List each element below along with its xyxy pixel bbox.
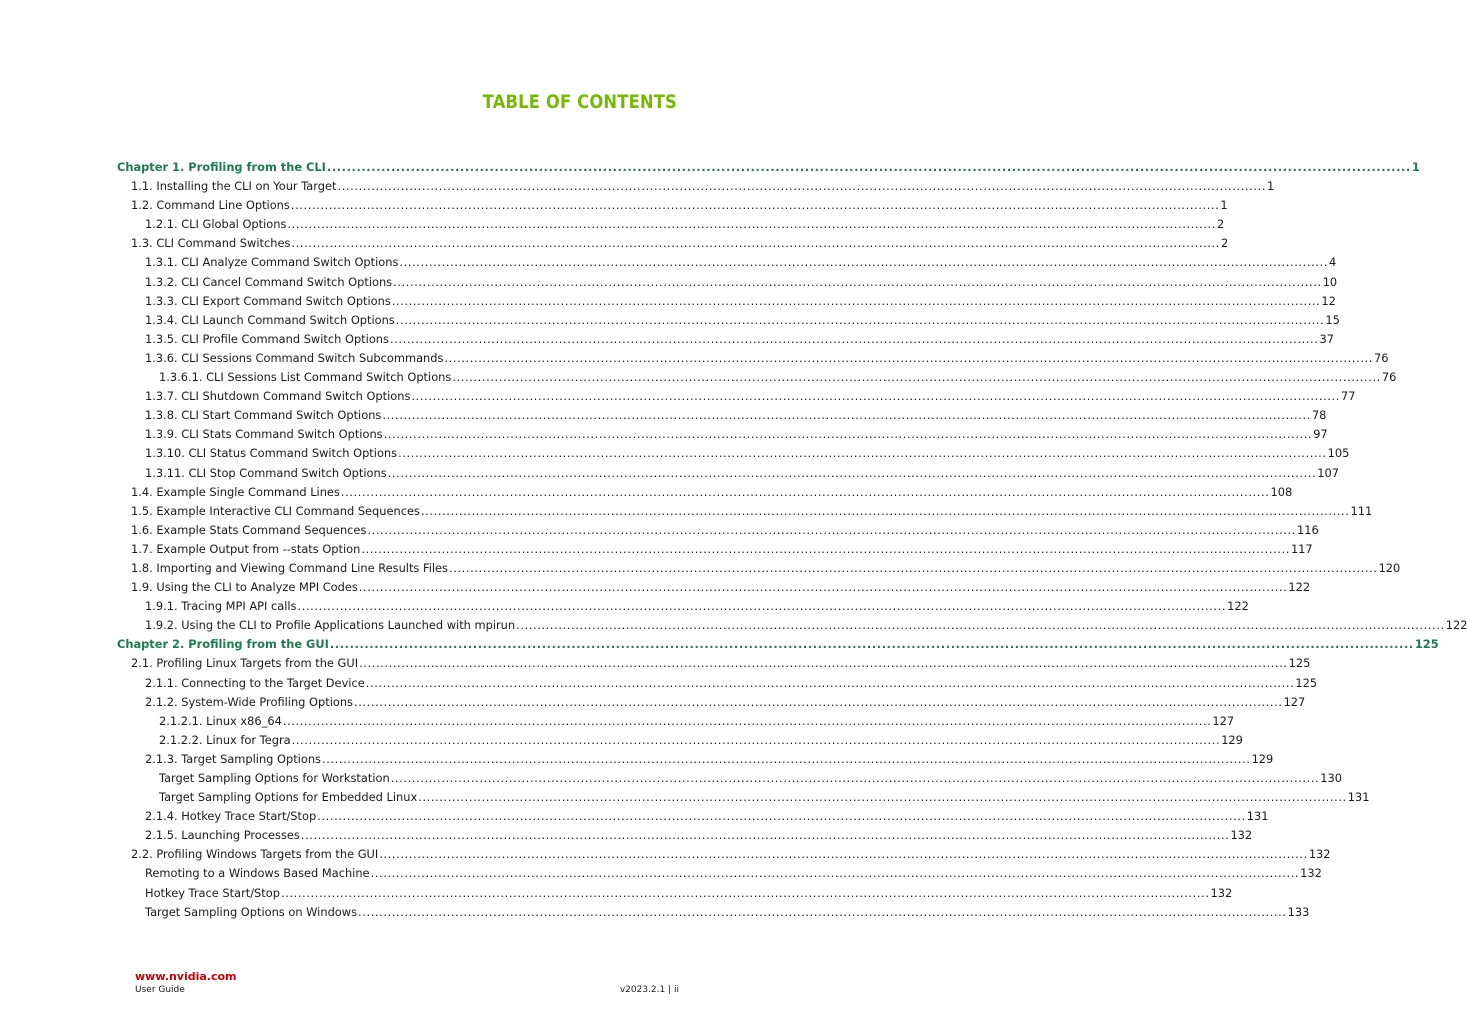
toc-entry-title: 1.9.2. Using the CLI to Profile Applications Launched with mpirun xyxy=(145,618,516,633)
toc-page-number: 37 xyxy=(1319,331,1335,346)
toc-dot-leader: ............................................................................................................................................................................................................................ xyxy=(383,427,1313,442)
toc-entry-title: 2.1.1. Connecting to the Target Device xyxy=(145,675,365,690)
toc-entry[interactable] xyxy=(117,732,1243,752)
toc-entry-title: 1.9. Using the CLI to Analyze MPI Codes xyxy=(131,580,358,595)
toc-entry-title: 1.7. Example Output from --stats Option xyxy=(131,541,361,556)
toc-entry[interactable] xyxy=(117,427,1328,446)
toc-page-number: 77 xyxy=(1340,389,1356,404)
toc-entry[interactable] xyxy=(117,713,1235,733)
toc-entry-title: 2.1.2.2. Linux for Tegra xyxy=(159,732,291,747)
toc-entry-title: 1.3.8. CLI Start Command Switch Options xyxy=(145,408,382,423)
toc-dot-leader: ............................................................................................................................................................................................................................ xyxy=(448,560,1378,575)
toc-dot-leader: ............................................................................................................................................................................................................................ xyxy=(329,637,1414,652)
toc-entry[interactable] xyxy=(117,293,1336,313)
toc-dot-leader: ............................................................................................................................................................................................................................ xyxy=(358,904,1287,919)
toc-dot-leader: ............................................................................................................................................................................................................................ xyxy=(290,198,1220,213)
toc-entry-title: 1.3.2. CLI Cancel Command Switch Options xyxy=(145,274,393,289)
toc-entry-title: Target Sampling Options for Embedded Linux xyxy=(159,790,418,805)
toc-dot-leader: ............................................................................................................................................................................................................................ xyxy=(337,179,1267,194)
toc-entry-title: 1.1. Installing the CLI on Your Target xyxy=(131,179,337,194)
toc-dot-leader: ............................................................................................................................................................................................................................ xyxy=(379,847,1308,862)
toc-entry-title: 1.3.6.1. CLI Sessions List Command Switch Options xyxy=(159,370,452,385)
toc-chapter-entry[interactable] xyxy=(117,637,1439,656)
toc-entry-title: 1.3. CLI Command Switches xyxy=(131,236,291,251)
toc-entry-title: 1.4. Example Single Command Lines xyxy=(131,484,340,499)
toc-entry[interactable] xyxy=(117,809,1269,828)
toc-entry[interactable] xyxy=(117,522,1319,542)
toc-entry[interactable] xyxy=(117,179,1275,198)
toc-entry[interactable] xyxy=(117,541,1313,561)
toc-entry[interactable] xyxy=(117,904,1310,924)
toc-entry[interactable] xyxy=(117,274,1338,294)
toc-page-number: 125 xyxy=(1414,637,1439,652)
toc-page-number: 116 xyxy=(1296,522,1319,537)
toc-dot-leader: ............................................................................................................................................................................................................................ xyxy=(291,236,1220,251)
toc-dot-leader: ............................................................................................................................................................................................................................ xyxy=(280,885,1210,900)
toc-entry[interactable] xyxy=(117,408,1327,427)
toc-dot-leader: ............................................................................................................................................................................................................................ xyxy=(361,541,1290,556)
toc-dot-leader: ............................................................................................................................................................................................................................ xyxy=(353,694,1283,709)
toc-entry-title: 1.2. Command Line Options xyxy=(131,198,290,213)
toc-chapter-entry[interactable] xyxy=(117,160,1420,179)
toc-entry[interactable] xyxy=(117,484,1293,504)
toc-dot-leader: ............................................................................................................................................................................................................................ xyxy=(340,484,1270,499)
toc-page-number: 125 xyxy=(1295,675,1318,690)
toc-page-number: 120 xyxy=(1378,560,1401,575)
toc-page-number: 1 xyxy=(1411,160,1420,174)
toc-entry[interactable] xyxy=(117,580,1311,599)
toc-dot-leader: ............................................................................................................................................................................................................................ xyxy=(297,599,1227,614)
toc-page-number: 132 xyxy=(1230,828,1253,843)
toc-entry-title: 2.1.2.1. Linux x86_64 xyxy=(159,713,282,728)
footer-version-page: v2023.2.1 | ii xyxy=(619,985,679,995)
footer-url-link[interactable]: www.nvidia.com xyxy=(135,970,237,983)
toc-page-number: 4 xyxy=(1328,255,1337,270)
toc-entry[interactable] xyxy=(117,866,1322,885)
toc-page-number: 129 xyxy=(1251,751,1274,766)
toc-entry-title: Chapter 1. Profiling from the CLI xyxy=(117,160,326,174)
toc-entry[interactable] xyxy=(117,446,1350,465)
toc-entry[interactable] xyxy=(117,389,1356,408)
toc-entry[interactable] xyxy=(117,217,1225,236)
toc-page-number: 122 xyxy=(1227,599,1249,614)
table-of-contents xyxy=(117,160,1467,924)
toc-entry-title: 2.1. Profiling Linux Targets from the GUI xyxy=(131,656,359,671)
toc-dot-leader: ............................................................................................................................................................................................................................ xyxy=(452,370,1381,385)
toc-dot-leader: ............................................................................................................................................................................................................................ xyxy=(387,465,1317,480)
toc-page-number: 108 xyxy=(1270,484,1293,499)
toc-entry-title: Chapter 2. Profiling from the GUI xyxy=(117,637,329,652)
toc-entry-title: 1.3.11. CLI Stop Command Switch Options xyxy=(145,465,387,480)
toc-page-number: 122 xyxy=(1288,580,1311,595)
toc-page-number: 78 xyxy=(1311,408,1327,423)
toc-entry-title: 1.3.9. CLI Stats Command Switch Options xyxy=(145,427,383,442)
toc-entry[interactable] xyxy=(117,847,1331,866)
toc-dot-leader: ............................................................................................................................................................................................................................ xyxy=(418,790,1347,805)
toc-entry-title: 1.2.1. CLI Global Options xyxy=(145,217,287,232)
toc-entry[interactable] xyxy=(117,255,1337,274)
toc-entry[interactable] xyxy=(117,656,1311,675)
toc-page-number: 122 xyxy=(1445,618,1467,633)
toc-entry-title: 1.3.3. CLI Export Command Switch Options xyxy=(145,293,391,308)
toc-entry-title: 2.1.2. System-Wide Profiling Options xyxy=(145,694,353,709)
toc-dot-leader: ............................................................................................................................................................................................................................ xyxy=(291,732,1221,747)
toc-dot-leader: ............................................................................................................................................................................................................................ xyxy=(365,675,1295,690)
toc-entry-title: 1.5. Example Interactive CLI Command Sequences xyxy=(131,503,420,518)
toc-entry[interactable] xyxy=(117,599,1249,618)
toc-dot-leader: ............................................................................................................................................................................................................................ xyxy=(393,274,1322,289)
toc-entry-title: 1.3.10. CLI Status Command Switch Options xyxy=(145,446,398,461)
toc-dot-leader: ............................................................................................................................................................................................................................ xyxy=(411,389,1340,404)
toc-page-number: 132 xyxy=(1300,866,1322,881)
toc-entry[interactable] xyxy=(117,236,1229,255)
toc-entry-title: Target Sampling Options for Workstation xyxy=(159,771,390,785)
toc-entry-title: 1.3.7. CLI Shutdown Command Switch Options xyxy=(145,389,411,404)
toc-entry[interactable] xyxy=(117,465,1339,485)
toc-entry-title: 2.1.5. Launching Processes xyxy=(145,828,300,843)
toc-entry[interactable] xyxy=(117,312,1340,332)
toc-page-number: 127 xyxy=(1212,713,1235,728)
toc-page-number: 105 xyxy=(1327,446,1350,461)
toc-dot-leader: ............................................................................................................................................................................................................................ xyxy=(391,293,1321,308)
toc-entry-title: Target Sampling Options on Windows xyxy=(145,904,358,919)
toc-entry-title: 1.9.1. Tracing MPI API calls xyxy=(145,599,297,614)
toc-page-number: 131 xyxy=(1246,809,1269,824)
toc-page-number: 2 xyxy=(1217,217,1225,232)
toc-entry[interactable] xyxy=(117,885,1233,905)
toc-page-number: 76 xyxy=(1374,350,1389,365)
toc-page-number: 125 xyxy=(1288,656,1311,671)
toc-entry[interactable] xyxy=(117,694,1306,714)
toc-dot-leader: ............................................................................................................................................................................................................................ xyxy=(287,217,1216,232)
toc-entry-title: Hotkey Trace Start/Stop xyxy=(145,885,280,900)
toc-dot-leader: ............................................................................................................................................................................................................................ xyxy=(317,809,1246,824)
toc-page-number: 2 xyxy=(1220,236,1229,251)
page-title: TABLE OF CONTENTS xyxy=(482,91,677,113)
toc-entry-title: 1.3.1. CLI Analyze Command Switch Options xyxy=(145,255,399,270)
toc-page-number: 127 xyxy=(1283,694,1306,709)
toc-dot-leader: ............................................................................................................................................................................................................................ xyxy=(399,255,1328,270)
toc-page-number: 117 xyxy=(1290,541,1313,556)
toc-entry-title: 2.1.3. Target Sampling Options xyxy=(145,751,321,766)
toc-entry[interactable] xyxy=(117,370,1397,389)
toc-page-number: 10 xyxy=(1322,274,1338,289)
toc-entry-title: 1.6. Example Stats Command Sequences xyxy=(131,522,367,537)
toc-page-number: 132 xyxy=(1308,847,1331,862)
toc-entry-title: 2.1.4. Hotkey Trace Start/Stop xyxy=(145,809,317,824)
toc-entry-title: 1.8. Importing and Viewing Command Line Results Files xyxy=(131,560,448,575)
toc-entry[interactable] xyxy=(117,618,1467,637)
toc-dot-leader: ............................................................................................................................................................................................................................ xyxy=(321,751,1251,766)
toc-page-number: 76 xyxy=(1381,370,1397,385)
toc-dot-leader: ............................................................................................................................................................................................................................ xyxy=(382,408,1311,423)
toc-page-number: 1 xyxy=(1220,198,1228,213)
toc-page-number: 131 xyxy=(1347,790,1370,805)
toc-page-number: 107 xyxy=(1317,465,1339,480)
toc-entry[interactable] xyxy=(117,828,1253,847)
toc-entry[interactable] xyxy=(117,350,1389,370)
toc-page-number: 130 xyxy=(1320,771,1343,785)
toc-dot-leader: ............................................................................................................................................................................................................................ xyxy=(398,446,1327,461)
toc-dot-leader: ............................................................................................................................................................................................................................ xyxy=(516,618,1445,633)
toc-dot-leader: ............................................................................................................................................................................................................................ xyxy=(420,503,1350,518)
toc-page-number: 129 xyxy=(1221,732,1243,747)
toc-page-number: 111 xyxy=(1350,503,1373,518)
toc-dot-leader: ............................................................................................................................................................................................................................ xyxy=(370,866,1300,881)
toc-dot-leader: ............................................................................................................................................................................................................................ xyxy=(395,312,1325,327)
toc-entry-title: 2.2. Profiling Windows Targets from the GUI xyxy=(131,847,379,862)
toc-page-number: 97 xyxy=(1313,427,1328,442)
toc-entry[interactable] xyxy=(117,560,1401,580)
toc-dot-leader: ............................................................................................................................................................................................................................ xyxy=(444,350,1374,365)
toc-page-number: 12 xyxy=(1321,293,1336,308)
toc-dot-leader: ............................................................................................................................................................................................................................ xyxy=(367,522,1296,537)
toc-dot-leader: ............................................................................................................................................................................................................................ xyxy=(389,331,1319,346)
toc-dot-leader: ............................................................................................................................................................................................................................ xyxy=(359,656,1288,671)
toc-entry-title: 1.3.6. CLI Sessions Command Switch Subcommands xyxy=(145,350,444,365)
toc-dot-leader: ............................................................................................................................................................................................................................ xyxy=(390,771,1320,785)
footer-document-type: User Guide xyxy=(135,985,185,995)
toc-entry-title: Remoting to a Windows Based Machine xyxy=(145,866,370,881)
toc-entry[interactable] xyxy=(117,790,1370,809)
toc-entry[interactable] xyxy=(117,331,1335,351)
toc-entry[interactable] xyxy=(117,751,1274,771)
toc-entry[interactable] xyxy=(117,771,1343,790)
toc-entry[interactable] xyxy=(117,675,1318,695)
toc-page-number: 1 xyxy=(1267,179,1275,194)
toc-page-number: 132 xyxy=(1210,885,1233,900)
toc-entry-title: 1.3.5. CLI Profile Command Switch Options xyxy=(145,331,389,346)
toc-dot-leader: ............................................................................................................................................................................................................................ xyxy=(326,160,1411,174)
toc-entry[interactable] xyxy=(117,198,1228,217)
toc-dot-leader: ............................................................................................................................................................................................................................ xyxy=(358,580,1288,595)
toc-page-number: 133 xyxy=(1287,904,1310,919)
toc-dot-leader: ............................................................................................................................................................................................................................ xyxy=(300,828,1230,843)
toc-entry[interactable] xyxy=(117,503,1373,523)
toc-page-number: 15 xyxy=(1325,312,1340,327)
toc-dot-leader: ............................................................................................................................................................................................................................ xyxy=(282,713,1212,728)
toc-entry-title: 1.3.4. CLI Launch Command Switch Options xyxy=(145,312,395,327)
